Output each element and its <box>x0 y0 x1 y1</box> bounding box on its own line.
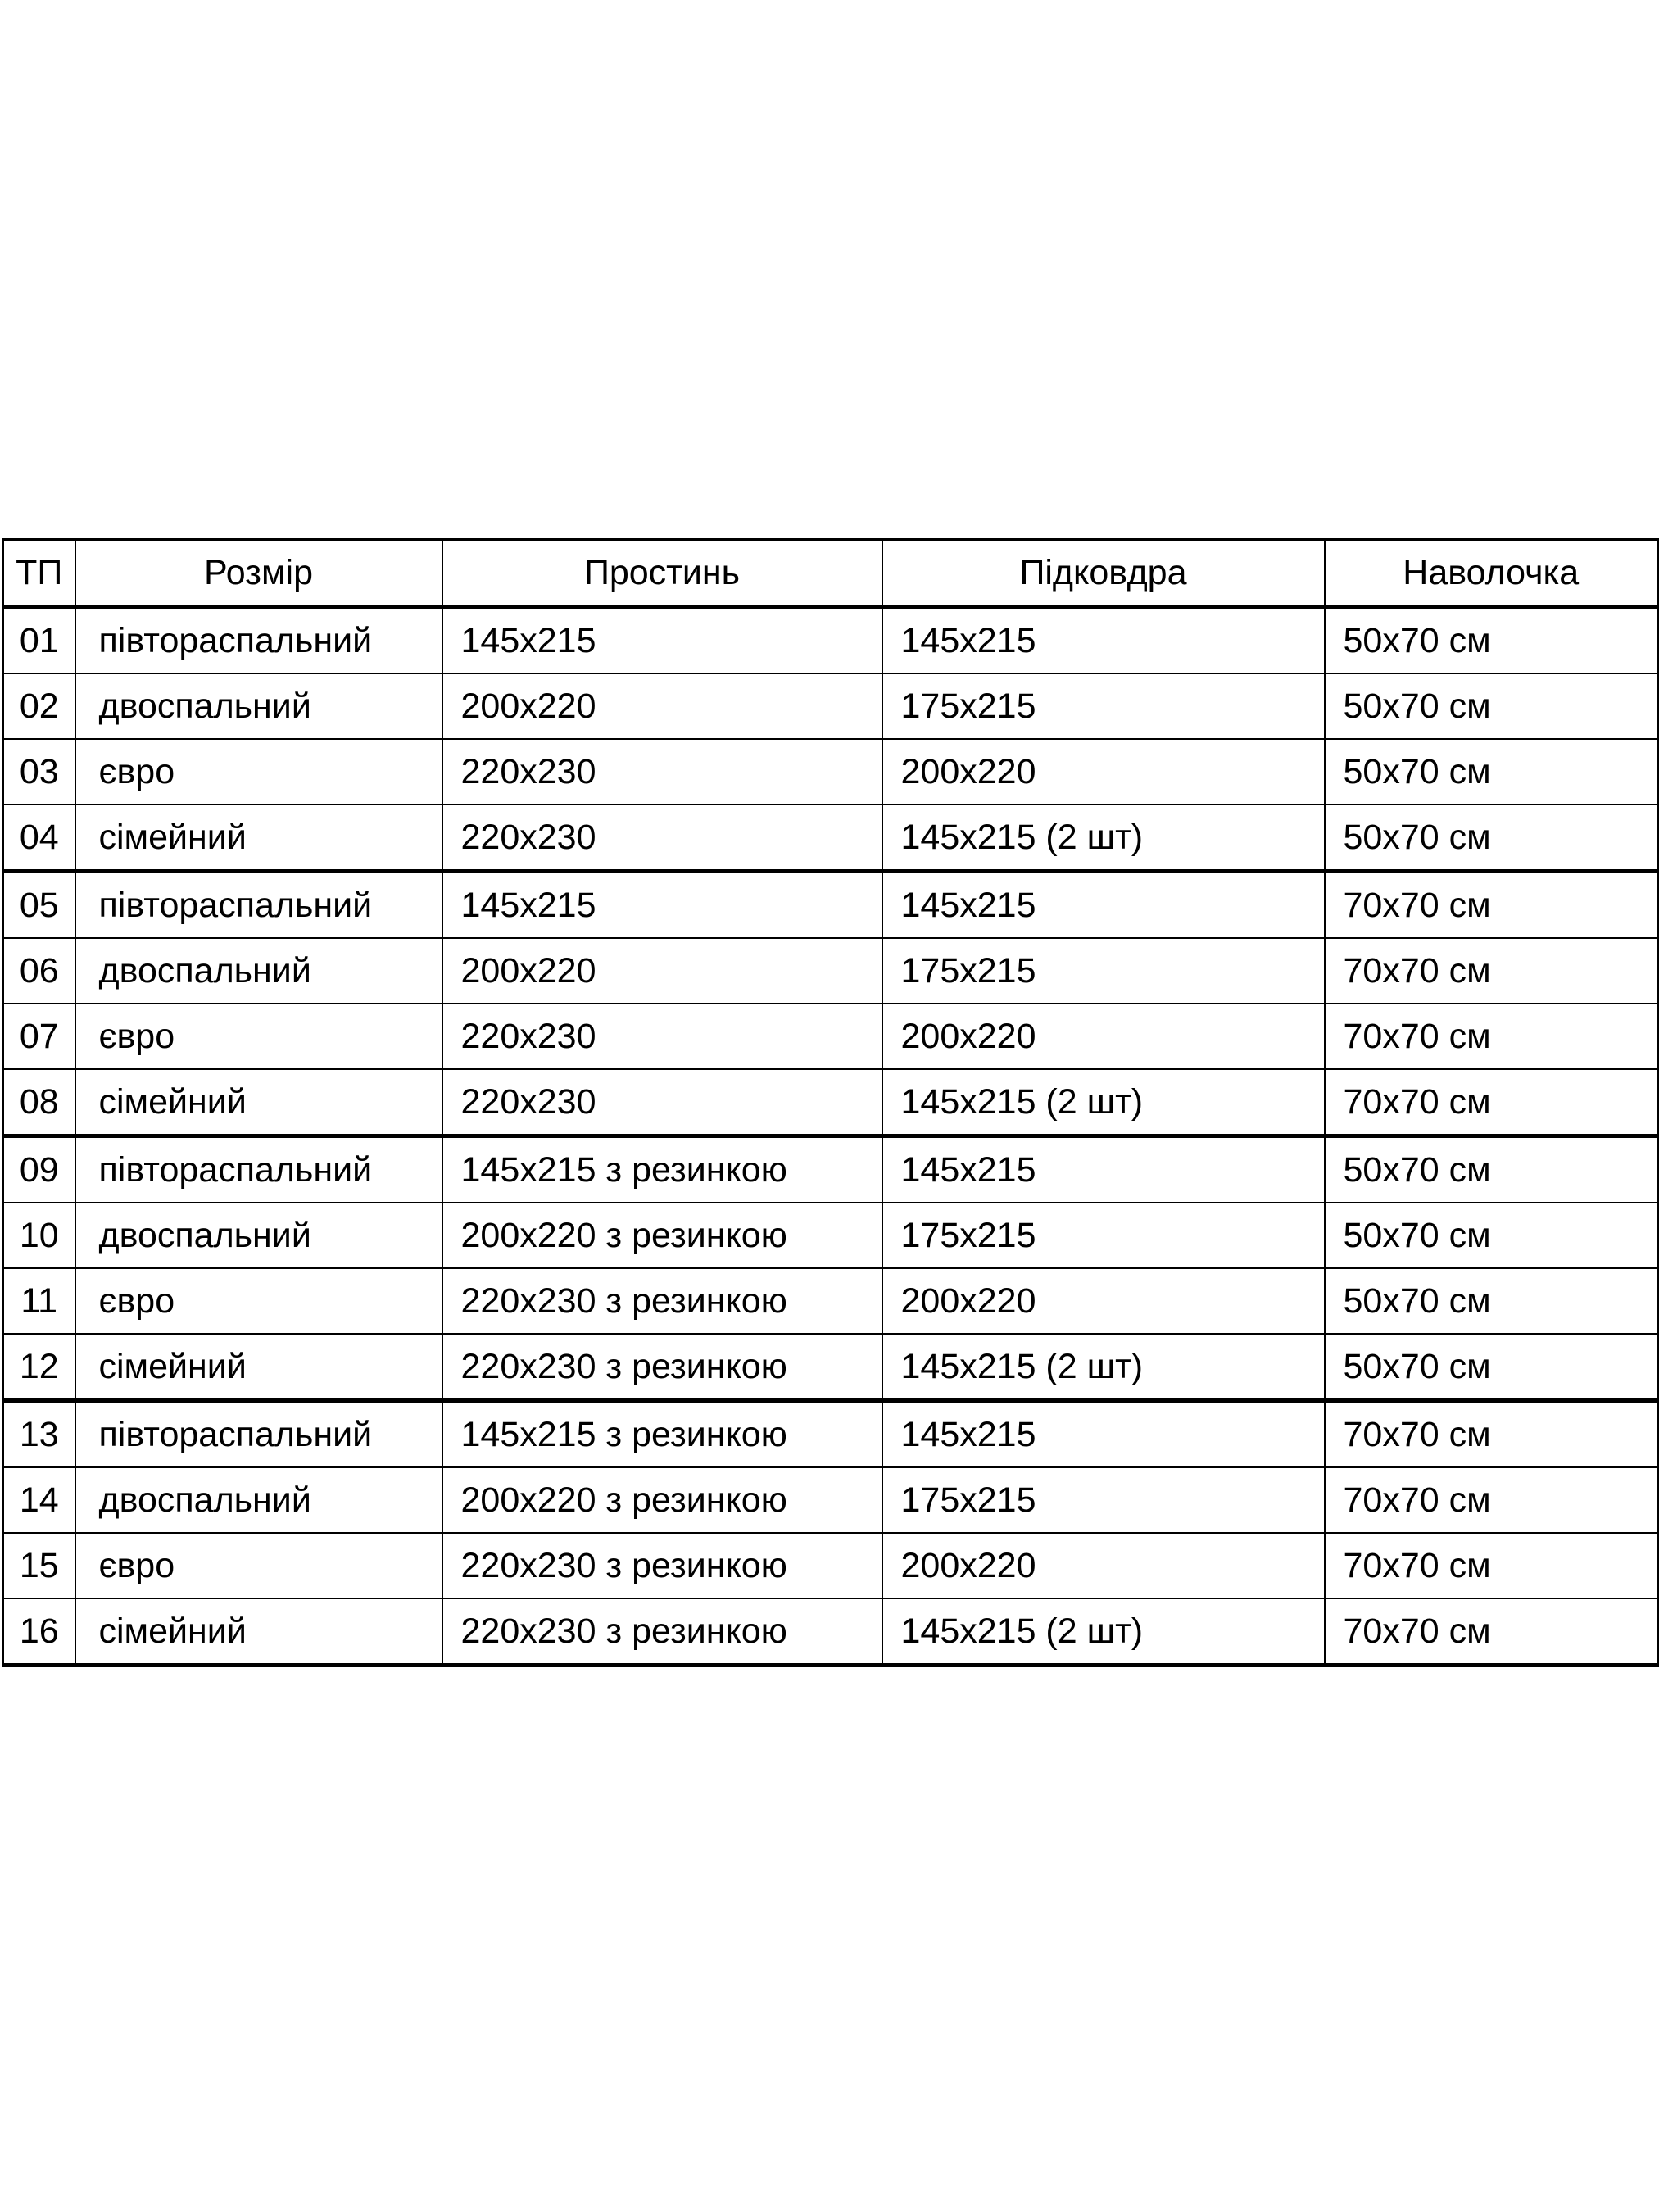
cell-rozmir-row-01: півтораспальний <box>75 607 442 674</box>
cell-prostyn-row-07: 220х230 <box>442 1004 882 1069</box>
cell-navolochka-row-03: 50х70 см <box>1325 739 1658 805</box>
cell-pidkovdra-row-13: 145х215 <box>882 1401 1325 1468</box>
cell-prostyn-row-08: 220х230 <box>442 1069 882 1136</box>
cell-rozmir-row-06: двоспальний <box>75 938 442 1004</box>
cell-prostyn-row-16: 220х230 з резинкою <box>442 1598 882 1666</box>
cell-pidkovdra-row-06: 175х215 <box>882 938 1325 1004</box>
cell-pidkovdra-row-14: 175х215 <box>882 1467 1325 1533</box>
cell-tp-row-07: 07 <box>3 1004 75 1069</box>
cell-tp-row-16: 16 <box>3 1598 75 1666</box>
cell-prostyn-row-02: 200х220 <box>442 673 882 739</box>
cell-rozmir-row-08: сімейний <box>75 1069 442 1136</box>
cell-navolochka-row-07: 70х70 см <box>1325 1004 1658 1069</box>
cell-rozmir-row-16: сімейний <box>75 1598 442 1666</box>
cell-pidkovdra-row-16: 145х215 (2 шт) <box>882 1598 1325 1666</box>
cell-tp-row-13: 13 <box>3 1401 75 1468</box>
cell-prostyn-row-09: 145х215 з резинкою <box>442 1136 882 1203</box>
cell-rozmir-row-13: півтораспальний <box>75 1401 442 1468</box>
cell-navolochka-row-11: 50х70 см <box>1325 1268 1658 1334</box>
column-header-pidkovdra: Підковдра <box>882 540 1325 607</box>
cell-prostyn-row-06: 200х220 <box>442 938 882 1004</box>
cell-tp-row-15: 15 <box>3 1533 75 1598</box>
cell-rozmir-row-07: євро <box>75 1004 442 1069</box>
table-row-09 <box>3 1136 1658 1203</box>
cell-tp-row-09: 09 <box>3 1136 75 1203</box>
cell-rozmir-row-03: євро <box>75 739 442 805</box>
table-row-15 <box>3 1533 1658 1598</box>
cell-navolochka-row-13: 70х70 см <box>1325 1401 1658 1468</box>
cell-tp-row-05: 05 <box>3 872 75 939</box>
cell-prostyn-row-14: 200х220 з резинкою <box>442 1467 882 1533</box>
table-row-07 <box>3 1004 1658 1069</box>
cell-prostyn-row-12: 220х230 з резинкою <box>442 1334 882 1401</box>
cell-pidkovdra-row-08: 145х215 (2 шт) <box>882 1069 1325 1136</box>
table-row-06 <box>3 938 1658 1004</box>
cell-rozmir-row-15: євро <box>75 1533 442 1598</box>
table-header <box>3 540 1658 607</box>
cell-prostyn-row-05: 145х215 <box>442 872 882 939</box>
cell-navolochka-row-12: 50х70 см <box>1325 1334 1658 1401</box>
cell-rozmir-row-14: двоспальний <box>75 1467 442 1533</box>
cell-rozmir-row-10: двоспальний <box>75 1203 442 1268</box>
cell-tp-row-01: 01 <box>3 607 75 674</box>
cell-navolochka-row-15: 70х70 см <box>1325 1533 1658 1598</box>
cell-pidkovdra-row-12: 145х215 (2 шт) <box>882 1334 1325 1401</box>
cell-prostyn-row-04: 220х230 <box>442 805 882 872</box>
table-row-03 <box>3 739 1658 805</box>
cell-rozmir-row-09: півтораспальний <box>75 1136 442 1203</box>
cell-rozmir-row-12: сімейний <box>75 1334 442 1401</box>
cell-navolochka-row-01: 50х70 см <box>1325 607 1658 674</box>
cell-tp-row-11: 11 <box>3 1268 75 1334</box>
table-row-08 <box>3 1069 1658 1136</box>
column-header-rozmir: Розмір <box>75 540 442 607</box>
cell-tp-row-14: 14 <box>3 1467 75 1533</box>
cell-pidkovdra-row-15: 200х220 <box>882 1533 1325 1598</box>
bedding-size-table <box>2 538 1659 1667</box>
header-row <box>3 540 1658 607</box>
cell-prostyn-row-03: 220х230 <box>442 739 882 805</box>
cell-navolochka-row-10: 50х70 см <box>1325 1203 1658 1268</box>
table-body <box>3 607 1658 1666</box>
cell-pidkovdra-row-04: 145х215 (2 шт) <box>882 805 1325 872</box>
cell-navolochka-row-14: 70х70 см <box>1325 1467 1658 1533</box>
cell-pidkovdra-row-10: 175х215 <box>882 1203 1325 1268</box>
cell-tp-row-03: 03 <box>3 739 75 805</box>
cell-prostyn-row-11: 220х230 з резинкою <box>442 1268 882 1334</box>
cell-tp-row-08: 08 <box>3 1069 75 1136</box>
table-row-13 <box>3 1401 1658 1468</box>
cell-tp-row-12: 12 <box>3 1334 75 1401</box>
cell-pidkovdra-row-09: 145х215 <box>882 1136 1325 1203</box>
cell-navolochka-row-06: 70х70 см <box>1325 938 1658 1004</box>
table-row-11 <box>3 1268 1658 1334</box>
table-row-04 <box>3 805 1658 872</box>
table-row-16 <box>3 1598 1658 1666</box>
table-row-02 <box>3 673 1658 739</box>
cell-prostyn-row-15: 220х230 з резинкою <box>442 1533 882 1598</box>
cell-tp-row-04: 04 <box>3 805 75 872</box>
cell-pidkovdra-row-02: 175х215 <box>882 673 1325 739</box>
cell-navolochka-row-16: 70х70 см <box>1325 1598 1658 1666</box>
column-header-tp: ТП <box>3 540 75 607</box>
table-row-14 <box>3 1467 1658 1533</box>
column-header-navolochka: Наволочка <box>1325 540 1658 607</box>
cell-pidkovdra-row-07: 200х220 <box>882 1004 1325 1069</box>
cell-navolochka-row-08: 70х70 см <box>1325 1069 1658 1136</box>
table-row-10 <box>3 1203 1658 1268</box>
cell-tp-row-02: 02 <box>3 673 75 739</box>
cell-tp-row-10: 10 <box>3 1203 75 1268</box>
table-row-01 <box>3 607 1658 674</box>
cell-prostyn-row-13: 145х215 з резинкою <box>442 1401 882 1468</box>
cell-pidkovdra-row-11: 200х220 <box>882 1268 1325 1334</box>
table-row-05 <box>3 872 1658 939</box>
cell-rozmir-row-05: півтораспальний <box>75 872 442 939</box>
cell-rozmir-row-11: євро <box>75 1268 442 1334</box>
cell-rozmir-row-04: сімейний <box>75 805 442 872</box>
cell-prostyn-row-01: 145х215 <box>442 607 882 674</box>
cell-pidkovdra-row-03: 200х220 <box>882 739 1325 805</box>
cell-tp-row-06: 06 <box>3 938 75 1004</box>
column-header-prostyn: Простинь <box>442 540 882 607</box>
cell-navolochka-row-09: 50х70 см <box>1325 1136 1658 1203</box>
cell-pidkovdra-row-05: 145х215 <box>882 872 1325 939</box>
cell-pidkovdra-row-01: 145х215 <box>882 607 1325 674</box>
cell-navolochka-row-02: 50х70 см <box>1325 673 1658 739</box>
cell-navolochka-row-05: 70х70 см <box>1325 872 1658 939</box>
table-row-12 <box>3 1334 1658 1401</box>
cell-rozmir-row-02: двоспальний <box>75 673 442 739</box>
cell-prostyn-row-10: 200х220 з резинкою <box>442 1203 882 1268</box>
cell-navolochka-row-04: 50х70 см <box>1325 805 1658 872</box>
